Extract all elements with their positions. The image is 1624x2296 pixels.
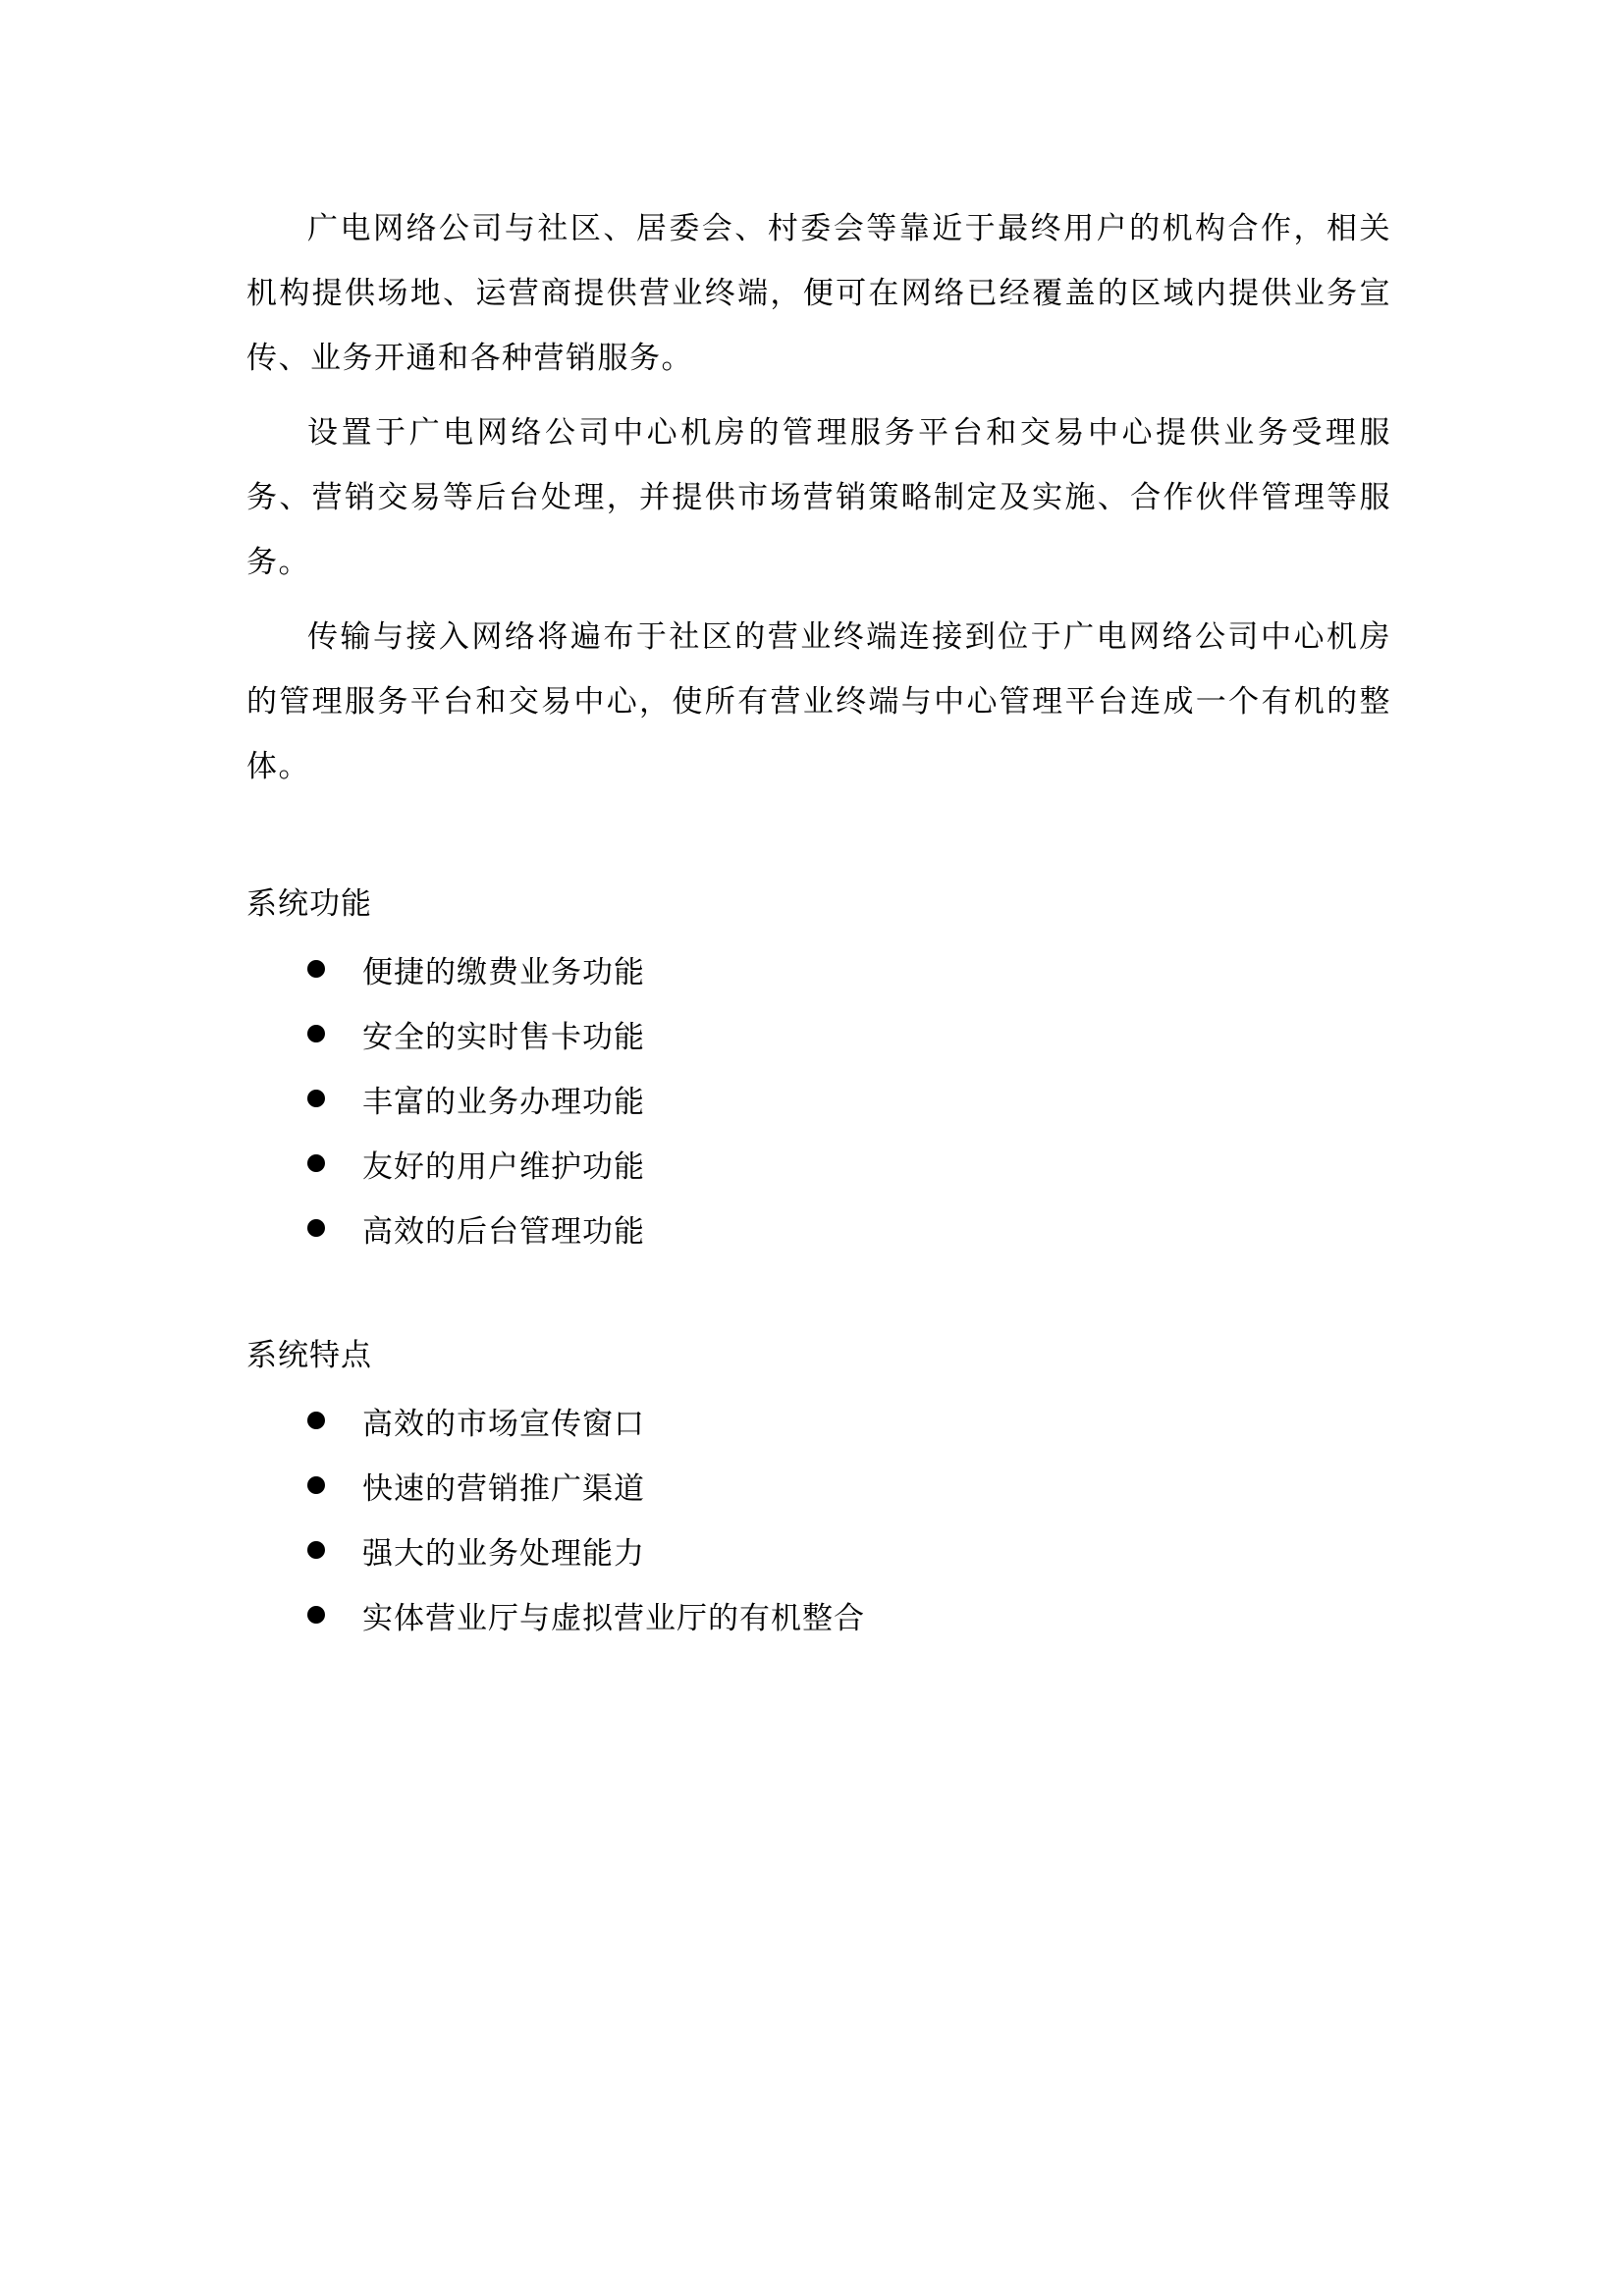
bullet-icon — [307, 1090, 325, 1107]
system-features-list — [246, 1388, 1391, 1647]
bullet-icon — [307, 1154, 325, 1172]
list-item-text: 强大的业务处理能力 — [362, 1535, 645, 1572]
list-item — [246, 936, 1391, 1001]
bullet-icon — [307, 1606, 325, 1624]
list-item-text: 快速的营销推广渠道 — [362, 1470, 645, 1507]
list-item — [246, 1388, 1391, 1453]
list-item-text: 友好的用户维护功能 — [362, 1148, 645, 1185]
paragraph-network: 传输与接入网络将遍布于社区的营业终端连接到位于广电网络公司中心机房的管理服务平台和交易中心，使所有营业终端与中心管理平台连成一个有机的整体。 — [246, 619, 1391, 784]
list-item-text: 高效的后台管理功能 — [362, 1213, 645, 1250]
bullet-icon — [307, 1541, 325, 1559]
spacer — [246, 1260, 1391, 1323]
spacer — [246, 809, 1391, 872]
list-item — [246, 1066, 1391, 1131]
bullet-icon — [307, 1476, 325, 1494]
system-features-heading: 系统特点 — [246, 1338, 372, 1373]
list-item-text: 高效的市场宣传窗口 — [362, 1406, 645, 1442]
bullet-icon — [307, 1412, 325, 1429]
paragraph-cooperation: 广电网络公司与社区、居委会、村委会等靠近于最终用户的机构合作，相关机构提供场地、运营商提供营业终端，便可在网络已经覆盖的区域内提供业务宣传、业务开通和各种营销服务。 — [246, 211, 1391, 376]
bullet-icon — [307, 1219, 325, 1237]
system-features-section — [246, 1323, 1391, 1647]
system-functions-heading: 系统功能 — [246, 886, 372, 922]
paragraph-platform: 设置于广电网络公司中心机房的管理服务平台和交易中心提供业务受理服务、营销交易等后台处理，并提供市场营销策略制定及实施、合作伙伴管理等服务。 — [246, 415, 1391, 580]
list-item — [246, 1582, 1391, 1647]
list-item-text: 安全的实时售卡功能 — [362, 1019, 645, 1055]
list-item-text: 丰富的业务办理功能 — [362, 1084, 645, 1120]
list-item — [246, 1001, 1391, 1066]
bullet-icon — [307, 1025, 325, 1042]
list-item-text: 便捷的缴费业务功能 — [362, 954, 645, 990]
document-content — [246, 196, 1391, 1647]
list-item — [246, 1131, 1391, 1196]
list-item — [246, 1518, 1391, 1582]
list-item — [246, 1453, 1391, 1518]
list-item — [246, 1196, 1391, 1260]
system-functions-section — [246, 872, 1391, 1260]
list-item-text: 实体营业厅与虚拟营业厅的有机整合 — [362, 1600, 865, 1636]
bullet-icon — [307, 960, 325, 978]
system-functions-list — [246, 936, 1391, 1260]
